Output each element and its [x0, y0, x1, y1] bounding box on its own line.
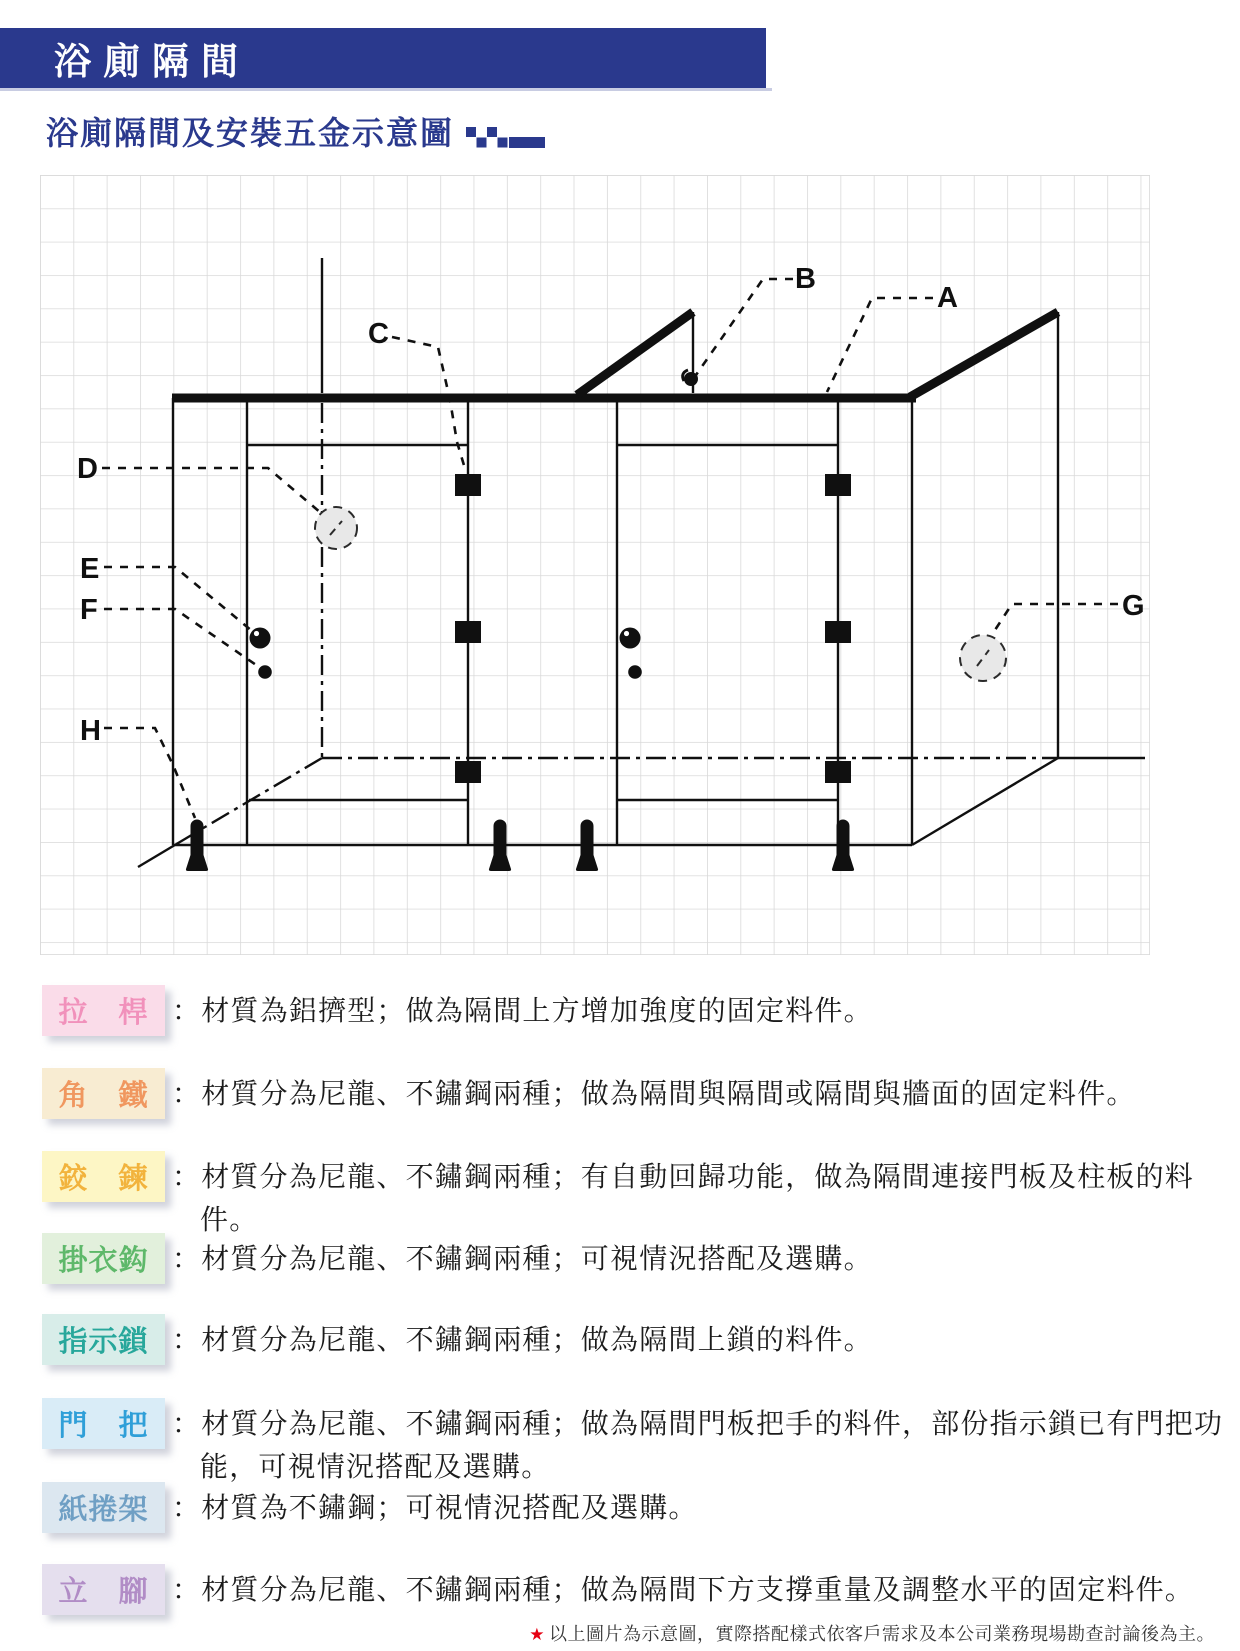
legend-term-angle-iron: 角 鐵	[42, 1068, 165, 1119]
callout-f: F	[80, 594, 98, 626]
legend-term-hinge: 鉸 鍊	[42, 1151, 165, 1202]
paper-holder-marker	[960, 635, 1006, 681]
callout-c: C	[368, 318, 389, 350]
callout-e: E	[80, 553, 100, 585]
callout-a: A	[937, 282, 958, 314]
legend-desc-leveling-foot: ：材質分為尼龍、不鏽鋼兩種；做為隔間下方支撐重量及調整水平的固定料件。	[172, 1574, 1195, 1605]
legend-desc-paper-holder: ：材質為不鏽鋼；可視情況搭配及選購。	[172, 1492, 698, 1523]
legend-desc-pull-bar: ：材質為鋁擠型；做為隔間上方增加強度的固定料件。	[172, 995, 873, 1026]
star-icon: ★	[529, 1625, 545, 1644]
legend-desc-hinge: ：材質分為尼龍、不鏽鋼兩種；有自動回歸功能，做為隔間連接門板及柱板的料件。	[172, 1161, 1195, 1235]
legend-desc-coat-hook: ：材質分為尼龍、不鏽鋼兩種；可視情況搭配及選購。	[172, 1243, 873, 1274]
footnote-text: 以上圖片為示意圖，實際搭配樣式依客戶需求及本公司業務現場勘查討論後為主。	[549, 1624, 1215, 1644]
legend-term-paper-holder: 紙捲架	[42, 1482, 165, 1533]
legend-desc-indicator-lock: ：材質分為尼龍、不鏽鋼兩種；做為隔間上鎖的料件。	[172, 1324, 873, 1355]
page-title: 浴廁隔間	[54, 41, 250, 82]
legend-desc-door-handle: ：材質分為尼龍、不鏽鋼兩種；做為隔間門板把手的料件，部份指示鎖已有門把功能，可視情況搭配及選購。	[172, 1408, 1224, 1482]
checker-decoration-icon	[466, 126, 546, 152]
legend-term-coat-hook: 掛衣鈎	[42, 1233, 165, 1284]
grid-background	[40, 175, 1150, 955]
title-banner	[0, 28, 766, 88]
footnote	[529, 1620, 1215, 1646]
legend-desc-angle-iron: ：材質分為尼龍、不鏽鋼兩種；做為隔間與隔間或隔間與牆面的固定料件。	[172, 1078, 1136, 1109]
callout-g: G	[1122, 590, 1145, 622]
legend-term-leveling-foot: 立 腳	[42, 1564, 165, 1615]
legend-term-pull-bar: 拉 桿	[42, 985, 165, 1036]
coat-hook-marker	[315, 507, 357, 549]
partition-schematic	[40, 175, 1150, 955]
section-heading	[46, 108, 546, 154]
legend-term-door-handle: 門 把	[42, 1398, 165, 1449]
legend-term-indicator-lock: 指示鎖	[42, 1314, 165, 1365]
banner-edge-line	[0, 88, 772, 91]
section-title: 浴廁隔間及安裝五金示意圖	[46, 115, 455, 151]
callout-b: B	[795, 263, 816, 295]
callout-h: H	[80, 715, 101, 747]
callout-d: D	[77, 453, 98, 485]
